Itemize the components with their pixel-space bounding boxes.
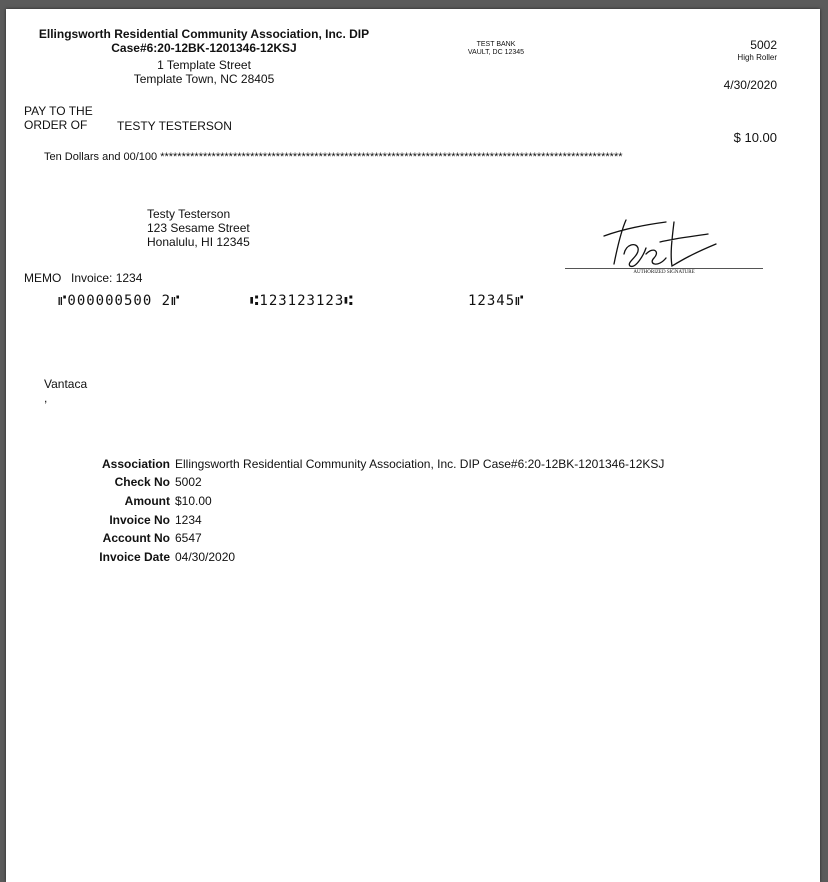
signature-image — [596, 214, 726, 274]
check-page — [6, 9, 820, 882]
payer-address-line2: Template Town, NC 28405 — [133, 72, 275, 86]
check-number: 5002 — [750, 38, 777, 52]
pay-to-label-line1: PAY TO THE — [24, 104, 93, 118]
memo-label: MEMO — [24, 271, 62, 285]
payer-name-line2: Case#6:20-12BK-1201346-12KSJ — [111, 41, 297, 55]
bank-location: VAULT, DC 12345 — [467, 49, 525, 56]
stub-value: 6547 — [175, 531, 202, 545]
stub-row-amount — [60, 494, 212, 513]
stub-company: Vantaca — [44, 377, 88, 391]
check-amount: $ 10.00 — [733, 130, 777, 145]
stub-row-association — [60, 457, 664, 476]
stub-label: Account No — [102, 531, 170, 545]
stub-label: Amount — [124, 494, 170, 508]
amount-in-words: Ten Dollars and 00/100 ************************************************************************************************************ — [44, 151, 623, 163]
stub-label: Invoice Date — [99, 550, 170, 564]
payee-address-line2: 123 Sesame Street — [147, 221, 250, 235]
stub-value: $10.00 — [175, 494, 212, 508]
micr-routing-number: ⑆123123123⑆ — [250, 293, 354, 309]
pay-to-label-line2: ORDER OF — [24, 118, 88, 132]
micr-check-number: ⑈000000500 2⑈ — [58, 293, 181, 309]
stub-value: Ellingsworth Residential Community Association, Inc. DIP Case#6:20-12BK-1201346-12KSJ — [175, 457, 665, 471]
payee-address-line3: Honalulu, HI 12345 — [147, 235, 250, 249]
stub-value: 1234 — [175, 513, 202, 527]
memo-value: Invoice: 1234 — [71, 271, 143, 285]
micr-account-number: 12345⑈ — [468, 293, 525, 309]
bank-name: TEST BANK — [476, 41, 516, 48]
stub-label: Check No — [114, 475, 170, 489]
stub-company-line2: , — [44, 391, 48, 405]
check-series: High Roller — [737, 53, 777, 62]
stub-label: Association — [101, 457, 170, 471]
stub-row-account-no — [60, 531, 202, 550]
stub-row-invoice-no — [60, 513, 202, 532]
stub-value: 04/30/2020 — [175, 550, 236, 564]
stub-value: 5002 — [175, 475, 202, 489]
payee-name: TESTY TESTERSON — [117, 119, 232, 133]
signature-line — [565, 268, 763, 269]
payee-address-line1: Testy Testerson — [147, 207, 231, 221]
stub-row-check-no — [60, 475, 202, 494]
check-date: 4/30/2020 — [723, 78, 777, 92]
payer-address-line1: 1 Template Street — [157, 58, 251, 72]
payer-name-line1: Ellingsworth Residential Community Association, Inc. DIP — [38, 27, 370, 41]
stub-label: Invoice No — [109, 513, 170, 527]
signature-caption: AUTHORIZED SIGNATURE — [633, 270, 695, 275]
stub-row-invoice-date — [60, 550, 235, 569]
